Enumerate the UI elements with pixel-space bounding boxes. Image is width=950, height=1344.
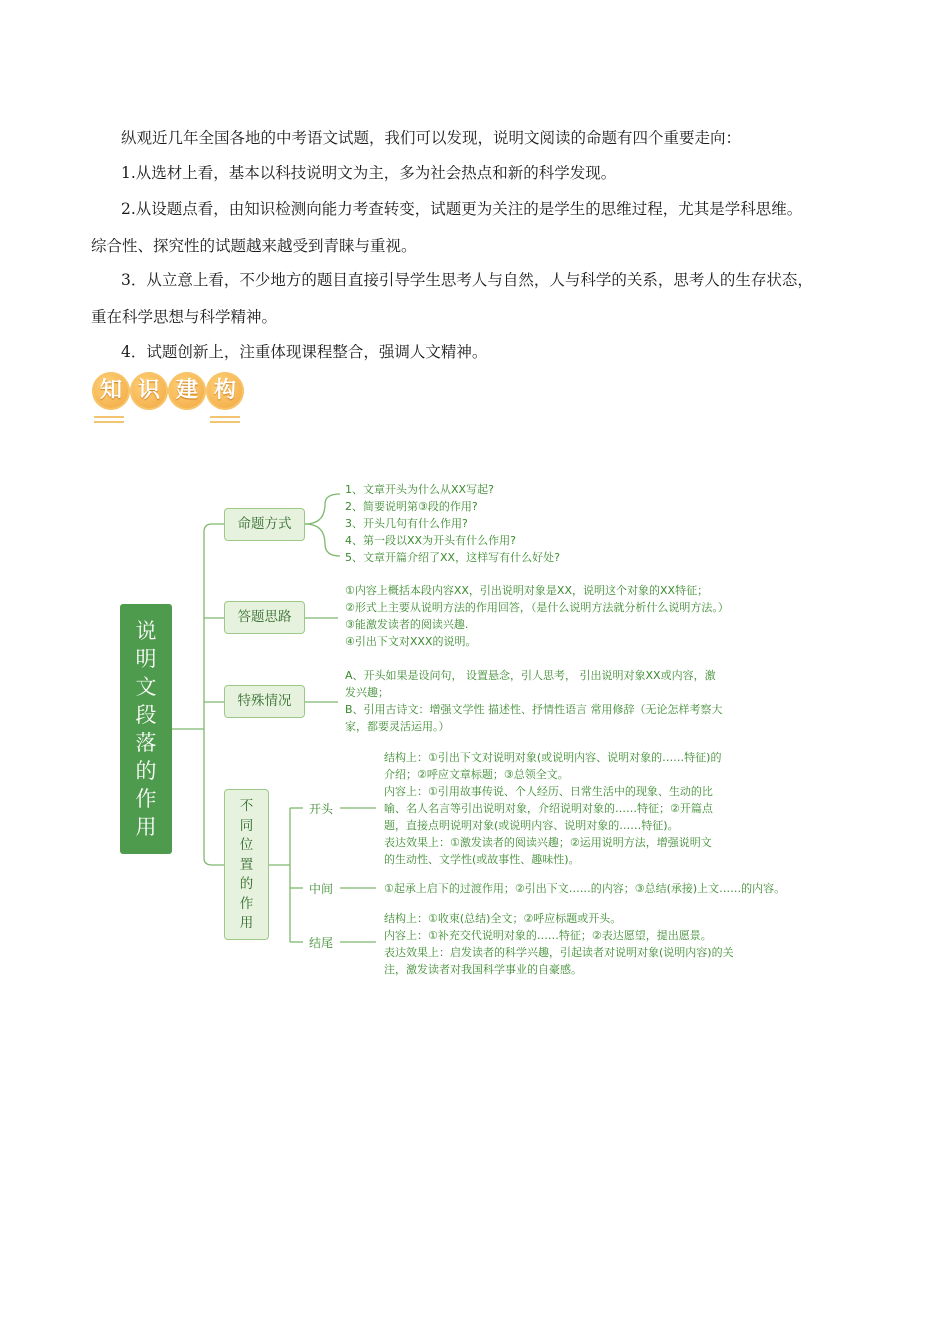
root-char: 落 <box>135 731 157 755</box>
intro-line: 重在科学思想与科学精神。 <box>91 308 278 326</box>
text-line: B、引用古诗文：增强文学性 描述性、抒情性语言 常用修辞（无论怎样考察大 <box>345 703 723 716</box>
root-char: 用 <box>135 815 157 839</box>
text-line: 1、文章开头为什么从XX写起? <box>345 483 494 496</box>
text-line: 注，激发读者对我国科学事业的自豪感。 <box>384 963 582 976</box>
root-char: 的 <box>135 759 157 783</box>
text-line: 内容上：①引用故事传说、个人经历、日常生活中的现象、生动的比 <box>384 785 713 798</box>
mindmap-root <box>120 604 172 854</box>
text-line: ③能激发读者的阅读兴趣. <box>345 618 469 631</box>
teshu-text <box>345 667 723 735</box>
intro-line: 纵观近几年全国各地的中考语文试题，我们可以发现，说明文阅读的命题有四个重要走向： <box>121 129 742 147</box>
text-line: A、开头如果是设问句， 设置悬念，引人思考， 引出说明对象XX或内容，激 <box>345 669 716 682</box>
text-line: 介绍；②呼应文章标题；③总领全文。 <box>384 768 569 781</box>
text-line: 5、文章开篇介绍了XX，这样写有什么好处? <box>345 551 560 564</box>
dati-text <box>345 582 729 650</box>
text-line: 的生动性、文学性(或故事性、趣味性)。 <box>384 853 580 866</box>
text-line: 4、第一段以XX为开头有什么作用? <box>345 534 516 547</box>
text-line: 结构上：①收束(总结)全文；②呼应标题或开头。 <box>384 912 622 925</box>
branch-dati: 答题思路 <box>224 601 305 634</box>
root-char: 作 <box>135 787 157 811</box>
root-char: 说 <box>135 619 157 643</box>
text-line: 2、简要说明第③段的作用? <box>345 500 478 513</box>
text-line: ④引出下文对XXX的说明。 <box>345 635 477 648</box>
text-line: 表达效果上：启发读者的科学兴趣，引起读者对说明对象(说明内容)的关 <box>384 946 734 959</box>
badge-char: 构 <box>206 372 244 410</box>
sub-jiewei: 结尾 <box>309 936 334 950</box>
kaitou-text <box>384 749 721 868</box>
zhongjian-text <box>384 880 785 897</box>
root-char: 明 <box>135 647 157 671</box>
text-line: ①内容上概括本段内容XX，引出说明对象是XX，说明这个对象的XX特征； <box>345 584 709 597</box>
intro-line: 3．从立意上看，不少地方的题目直接引导学生思考人与自然，人与科学的关系，思考人的生存状态， <box>121 271 813 289</box>
intro-line: 2.从设题点看，由知识检测向能力考查转变，试题更为关注的是学生的思维过程，尤其是学科思维。 <box>121 200 803 218</box>
badge-char: 建 <box>168 372 206 410</box>
branch-char: 置 <box>239 856 254 873</box>
text-line: 结构上：①引出下文对说明对象(或说明内容、说明对象的……特征)的 <box>384 751 722 764</box>
root-char: 文 <box>135 675 157 699</box>
text-line: ①起承上启下的过渡作用；②引出下文……的内容；③总结(承接)上文……的内容。 <box>384 882 786 895</box>
text-line: 家，都要灵活运用。） <box>345 720 450 733</box>
branch-char: 位 <box>239 837 254 853</box>
badge-char: 识 <box>130 372 168 410</box>
sub-kaitou: 开头 <box>309 802 334 816</box>
text-line: 发兴趣； <box>345 686 389 699</box>
branch-mingti: 命题方式 <box>224 508 305 541</box>
jiewei-text <box>384 910 734 978</box>
branch-char: 的 <box>239 876 254 892</box>
mingti-text <box>345 481 560 566</box>
intro-line: 1.从选材上看，基本以科技说明文为主，多为社会热点和新的科学发现。 <box>121 164 617 182</box>
text-line: 题，直接点明说明对象(或说明内容、说明对象的……特征)。 <box>384 819 679 832</box>
intro-line: 综合性、探究性的试题越来越受到青睐与重视。 <box>91 237 417 255</box>
badge-char: 知 <box>92 372 130 410</box>
text-line: 喻、名人名言等引出说明对象，介绍说明对象的……特征；②开篇点 <box>384 802 713 815</box>
branch-teshu: 特殊情况 <box>224 685 305 718</box>
branch-char: 同 <box>239 817 254 834</box>
sub-zhongjian: 中间 <box>309 882 334 896</box>
text-line: 3、开头几句有什么作用? <box>345 517 468 530</box>
root-char: 段 <box>135 703 157 727</box>
text-line: ②形式上主要从说明方法的作用回答，（是什么说明方法就分析什么说明方法。） <box>345 601 729 614</box>
branch-char: 用 <box>239 915 254 931</box>
branch-char: 不 <box>239 798 254 814</box>
text-line: 内容上：①补充交代说明对象的……特征；②表达愿望，提出愿景。 <box>384 929 712 942</box>
text-line: 表达效果上：①激发读者的阅读兴趣；②运用说明方法，增强说明文 <box>384 836 712 849</box>
branch-char: 作 <box>239 895 254 912</box>
branch-butong <box>224 789 269 940</box>
intro-line: 4．试题创新上，注重体现课程整合，强调人文精神。 <box>121 343 488 361</box>
